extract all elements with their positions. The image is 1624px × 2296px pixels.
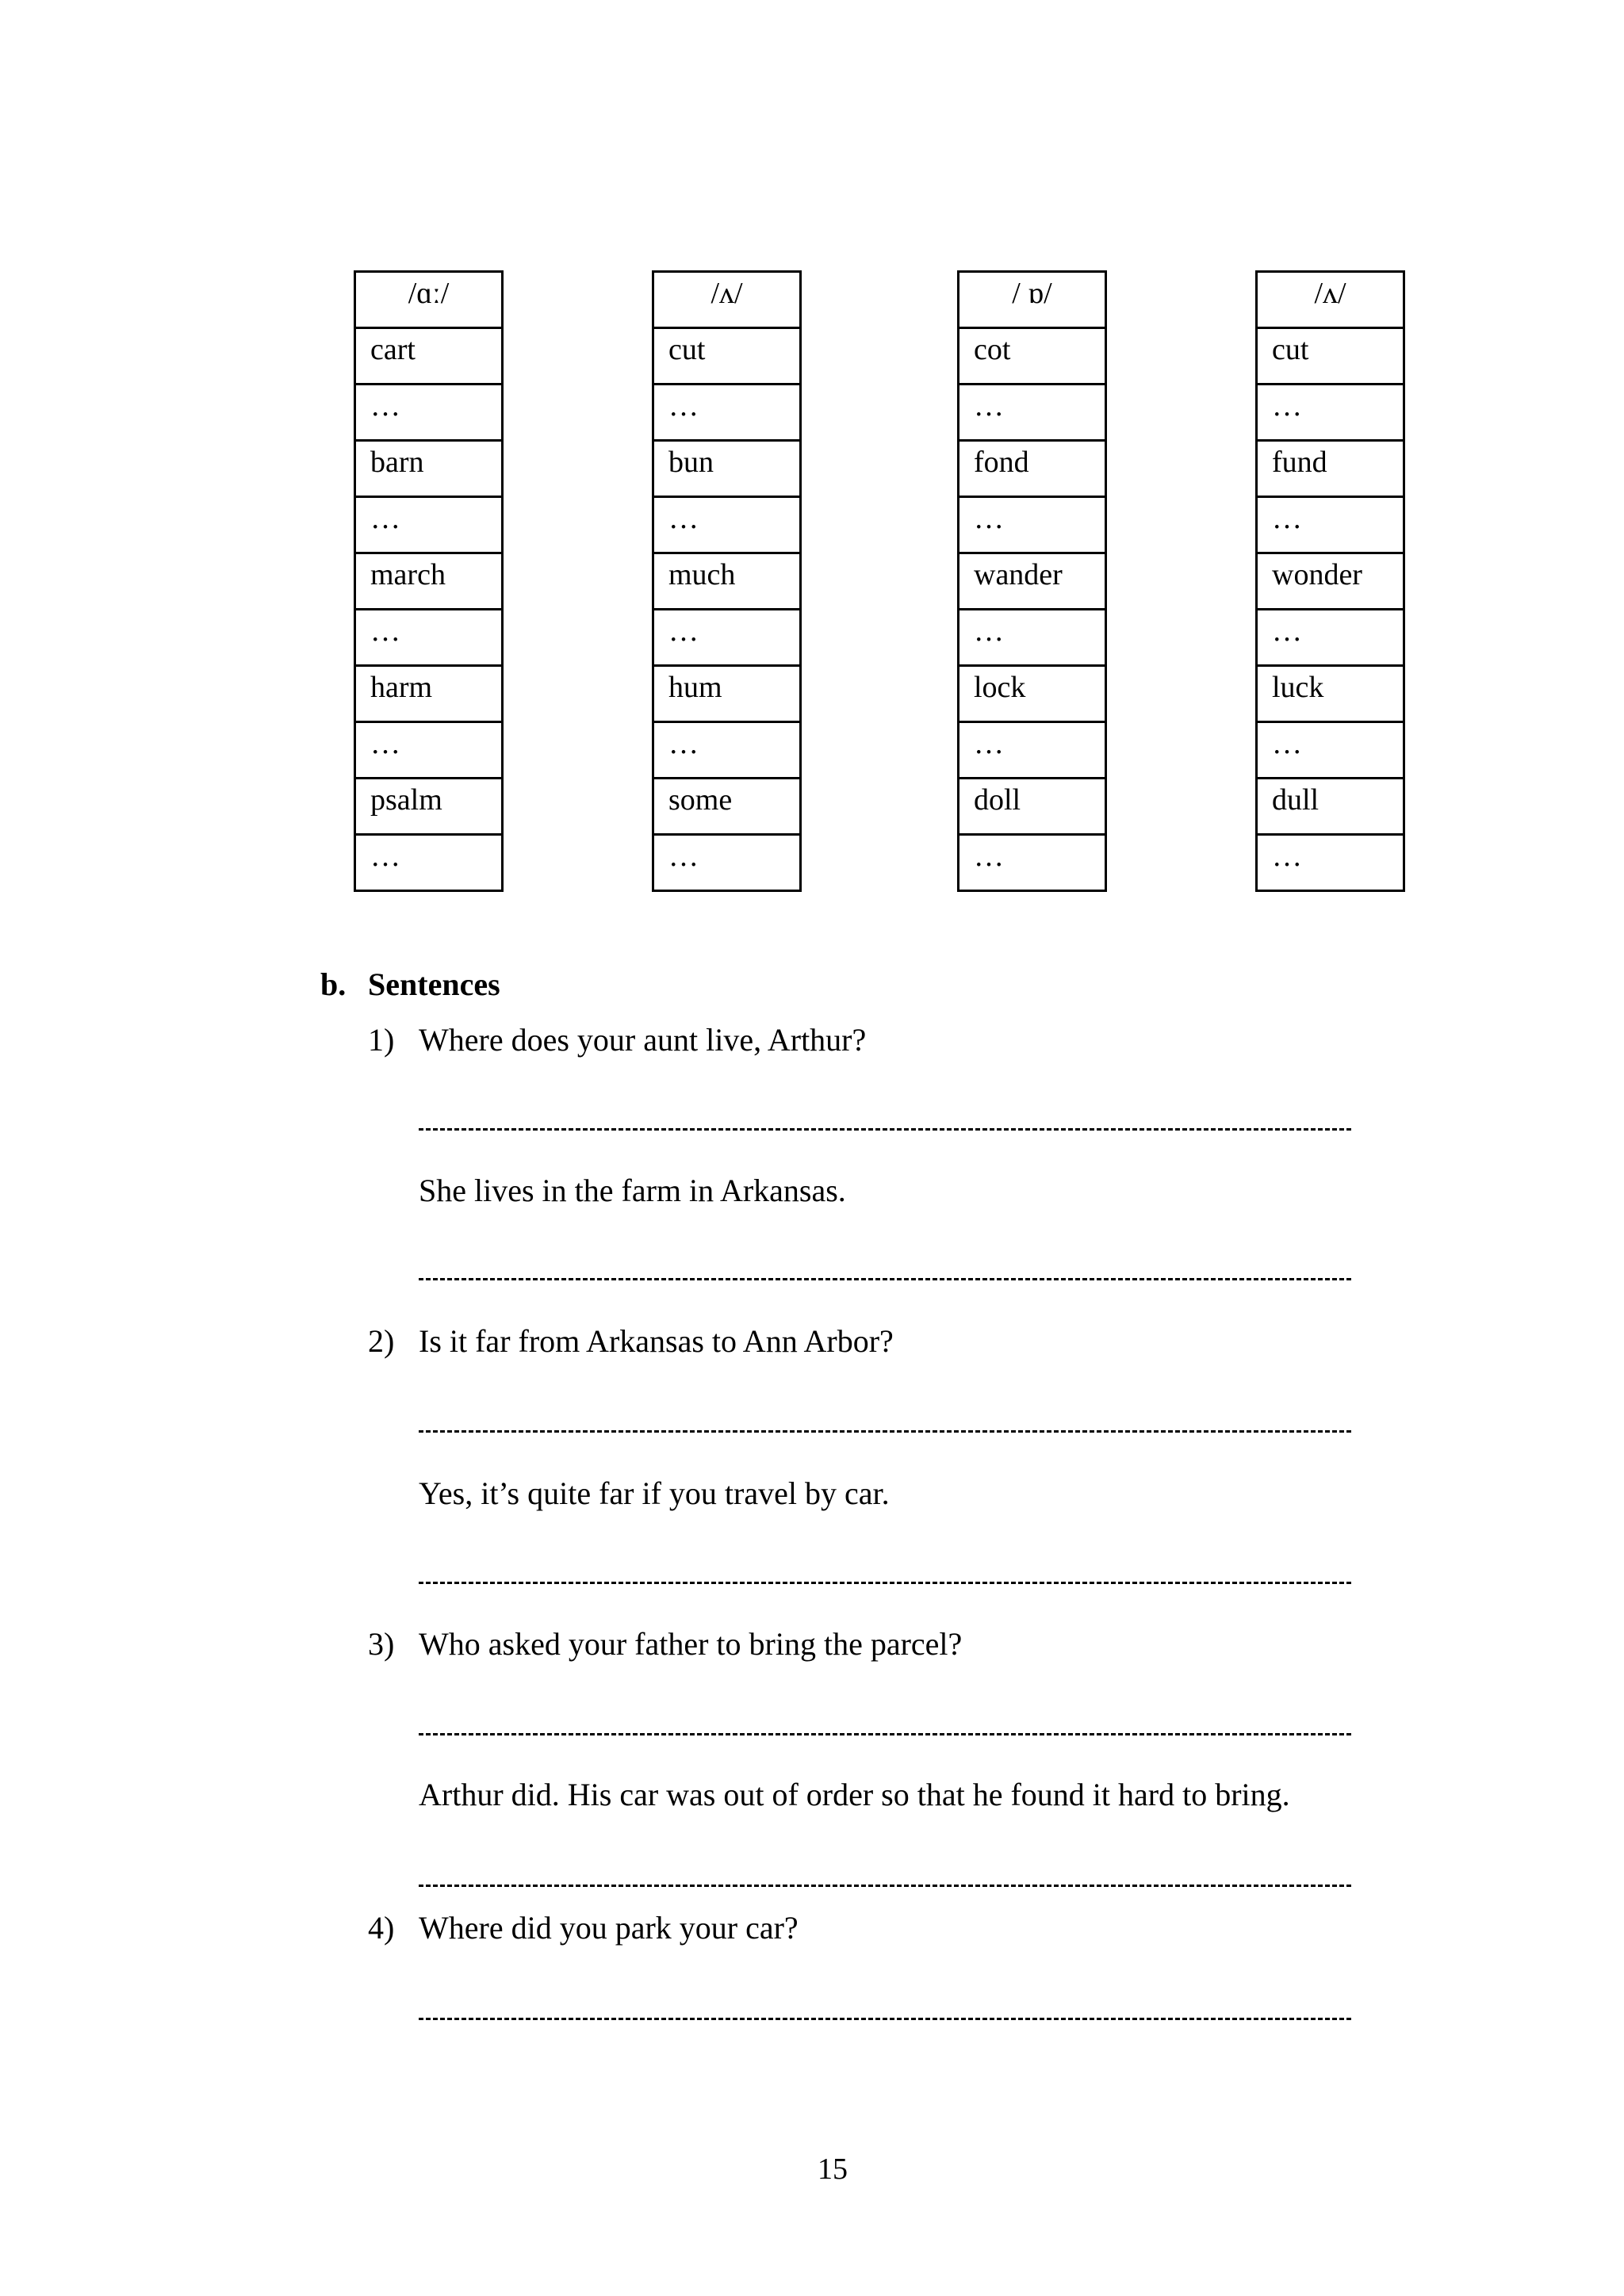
word-cell: … — [959, 722, 1106, 779]
word-cell: … — [355, 722, 503, 779]
table-row — [959, 722, 1404, 779]
word-cell: wonder — [1257, 553, 1404, 610]
word-cell: wander — [959, 553, 1106, 610]
word-cell: … — [653, 385, 801, 441]
answer-line — [419, 1430, 1351, 1433]
answer-text: Arthur did. His car was out of order so that he found it hard to bring. — [419, 1777, 1290, 1812]
answer-line — [419, 1582, 1351, 1584]
word-cell: luck — [1257, 666, 1404, 722]
word-cell: … — [653, 722, 801, 779]
word-cell: … — [959, 497, 1106, 553]
word-cell: cut — [653, 328, 801, 385]
table-row — [355, 497, 801, 553]
table-row — [355, 441, 801, 497]
section-title: Sentences — [368, 966, 500, 1002]
table-row — [355, 610, 801, 666]
table-row — [355, 666, 801, 722]
word-cell: … — [653, 610, 801, 666]
answer-line — [419, 1278, 1351, 1280]
word-cell: … — [653, 497, 801, 553]
word-cell: hum — [653, 666, 801, 722]
word-cell: doll — [959, 779, 1106, 835]
word-cell: … — [653, 835, 801, 891]
table-row — [355, 779, 801, 835]
vowel-table-left — [354, 270, 802, 892]
question-3 — [368, 1625, 962, 1663]
word-cell: … — [1257, 610, 1404, 666]
question-1 — [368, 1021, 866, 1058]
table-row — [959, 779, 1404, 835]
vowel-table-right — [957, 270, 1405, 892]
word-cell: … — [959, 610, 1106, 666]
header-cell: /ʌ/ — [1257, 272, 1404, 328]
word-cell: … — [355, 385, 503, 441]
table-row — [355, 328, 801, 385]
word-cell: … — [1257, 385, 1404, 441]
word-cell: … — [355, 610, 503, 666]
table-header-row — [959, 272, 1404, 328]
question-text: Where does your aunt live, Arthur? — [419, 1022, 867, 1058]
answer-line — [419, 1128, 1351, 1131]
table-row — [355, 722, 801, 779]
word-cell: cart — [355, 328, 503, 385]
question-number: 3) — [368, 1626, 395, 1662]
table-row — [959, 666, 1404, 722]
word-cell: … — [959, 385, 1106, 441]
word-cell: … — [355, 835, 503, 891]
word-cell: barn — [355, 441, 503, 497]
answer-line — [419, 2018, 1351, 2020]
word-cell: harm — [355, 666, 503, 722]
answer-line — [419, 1733, 1351, 1735]
section-heading — [320, 966, 500, 1003]
header-cell: / ɒ/ — [959, 272, 1106, 328]
question-number: 2) — [368, 1323, 395, 1359]
word-cell: bun — [653, 441, 801, 497]
question-4 — [368, 1909, 799, 1946]
table-row — [959, 328, 1404, 385]
question-text: Is it far from Arkansas to Ann Arbor? — [419, 1323, 894, 1359]
table-row — [959, 610, 1404, 666]
table-row — [355, 835, 801, 891]
answer-text: She lives in the farm in Arkansas. — [419, 1173, 846, 1208]
word-cell: … — [1257, 722, 1404, 779]
word-cell: … — [1257, 497, 1404, 553]
question-number: 1) — [368, 1022, 395, 1058]
question-number: 4) — [368, 1910, 395, 1946]
header-cell: /ɑː/ — [355, 272, 503, 328]
word-cell: … — [1257, 835, 1404, 891]
word-cell: cut — [1257, 328, 1404, 385]
word-cell: … — [355, 497, 503, 553]
word-cell: march — [355, 553, 503, 610]
word-cell: much — [653, 553, 801, 610]
word-cell: some — [653, 779, 801, 835]
table-row — [355, 385, 801, 441]
header-cell: /ʌ/ — [653, 272, 801, 328]
word-cell: dull — [1257, 779, 1404, 835]
question-2 — [368, 1322, 894, 1360]
table-row — [959, 385, 1404, 441]
table-row — [355, 553, 801, 610]
table-row — [959, 441, 1404, 497]
answer-line — [419, 1885, 1351, 1887]
word-cell: psalm — [355, 779, 503, 835]
answer-text: Yes, it’s quite far if you travel by car. — [419, 1475, 890, 1511]
table-header-row — [355, 272, 801, 328]
word-cell: fond — [959, 441, 1106, 497]
section-label: b. — [320, 966, 347, 1002]
table-row — [959, 497, 1404, 553]
word-cell: … — [959, 835, 1106, 891]
table-row — [959, 835, 1404, 891]
word-cell: cot — [959, 328, 1106, 385]
question-text: Who asked your father to bring the parcel? — [419, 1626, 963, 1662]
page-number: 15 — [818, 2152, 848, 2186]
table-row — [959, 553, 1404, 610]
word-cell: lock — [959, 666, 1106, 722]
question-text: Where did you park your car? — [419, 1910, 799, 1946]
word-cell: fund — [1257, 441, 1404, 497]
